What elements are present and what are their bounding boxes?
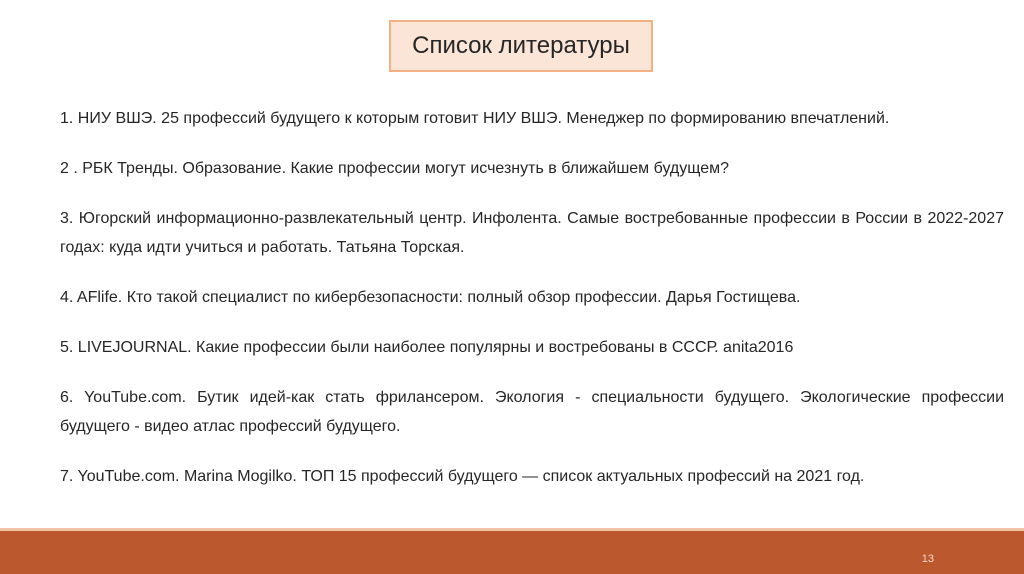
reference-item-7: 7. YouTube.com. Marina Mogilko. ТОП 15 профессий будущего — список актуальных профессий на 2021 год. — [60, 468, 865, 485]
reference-list — [60, 104, 1004, 512]
title-box — [389, 20, 653, 72]
reference-item-2: 2 . РБК Тренды. Образование. Какие профессии могут исчезнуть в ближайшем будущем? — [60, 160, 730, 177]
page-number: 13 — [921, 553, 934, 565]
reference-item-1: 1. НИУ ВШЭ. 25 профессий будущего к которым готовит НИУ ВШЭ. Менеджер по формированию впечатлений. — [60, 110, 890, 127]
reference-item-4: 4. AFlife. Кто такой специалист по кибербезопасности: полный обзор профессии. Дарья Гостищева. — [60, 289, 801, 306]
footer-band — [0, 531, 1024, 574]
reference-item-3: 3. Югорский информационно-развлекательный центр. Инфолента. Самые востребованные профессии в России в 2022-2027 годах: куда идти учиться и работать. Татьяна Торская. — [60, 210, 1004, 256]
slide-title: Список литературы — [412, 32, 630, 59]
reference-item-6: 6. YouTube.com. Бутик идей-как стать фрилансером. Экология - специальности будущего. Экологические профессии будущего - видео атлас профессий будущего. — [60, 389, 1004, 435]
reference-item-5: 5. LIVEJOURNAL. Какие профессии были наиболее популярны и востребованы в СССР. anita2016 — [60, 339, 794, 356]
